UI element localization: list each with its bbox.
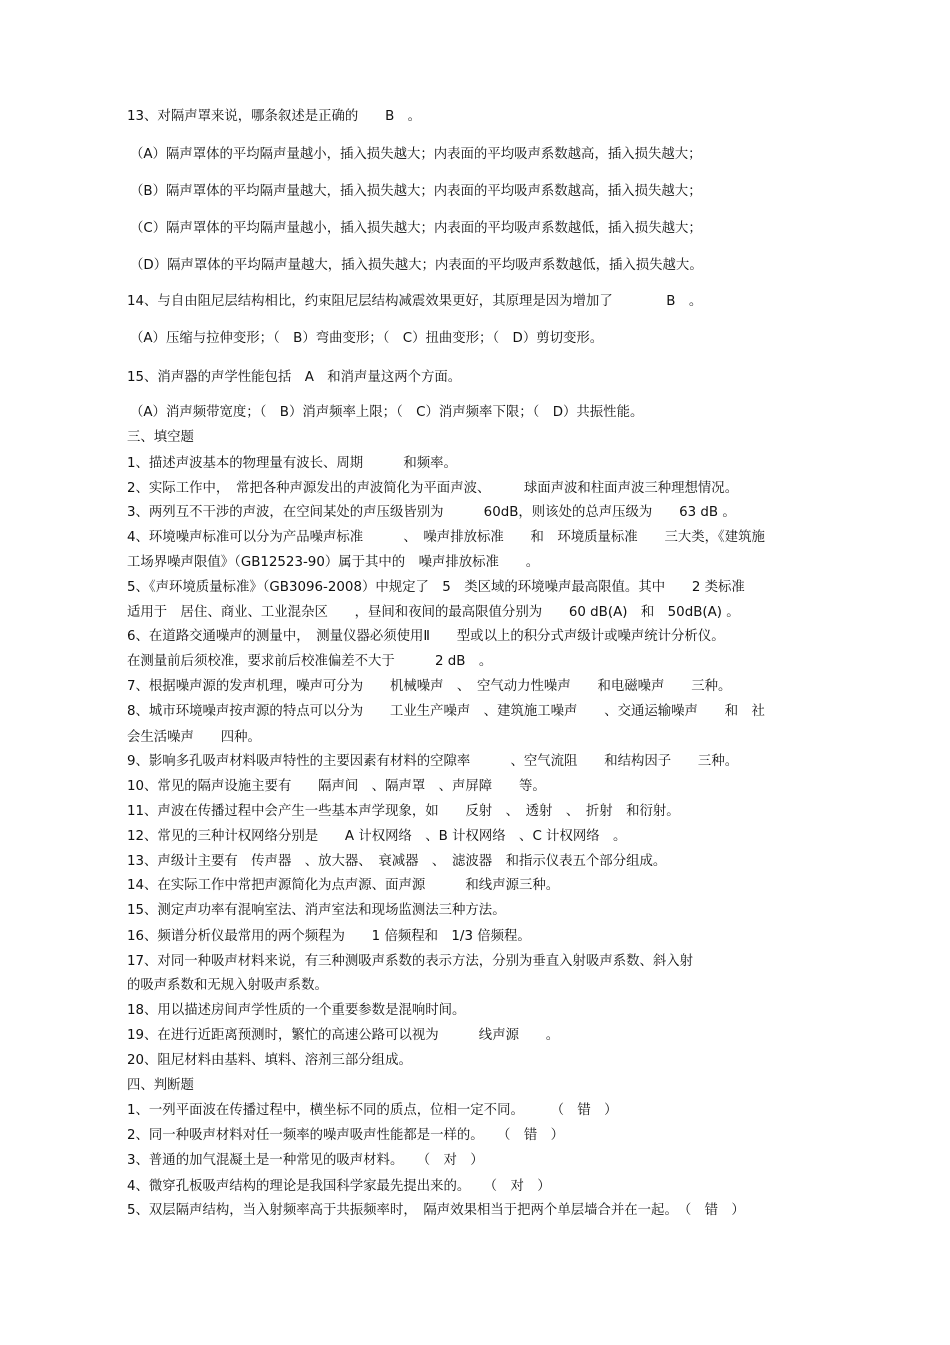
q13-option-d: （D）隔声罩体的平均隔声量越大，插入损失越大；内表面的平均吸声系数越低，插入损失越大。 (130, 258, 703, 273)
fill-13: 13、声级计主要有 传声器 、放大器、 衰减器 、 滤波器 和指示仪表五个部分组成。 (127, 854, 667, 869)
fill-2: 2、实际工作中， 常把各种声源发出的声波简化为平面声波、 球面声波和柱面声波三种理想情况。 (127, 481, 739, 496)
q13-option-c: （C）隔声罩体的平均隔声量越小，插入损失越大；内表面的平均吸声系数越低，插入损失越大； (130, 221, 702, 236)
judge-2: 2、同一种吸声材料对任一频率的噪声吸声性能都是一样的。 （ 错 ） (127, 1128, 565, 1143)
q13-option-a: （A）隔声罩体的平均隔声量越小，插入损失越大；内表面的平均吸声系数越高，插入损失越大； (130, 147, 702, 162)
fill-12: 12、常见的三种计权网络分别是 A 计权网络 、B 计权网络 、C 计权网络 。 (127, 829, 627, 844)
fill-4: 4、环境噪声标准可以分为产品噪声标准 、 噪声排放标准 和 环境质量标准 三大类，《建筑施 (127, 530, 765, 545)
fill-16: 16、频谱分析仪最常用的两个频程为 1 倍频程和 1/3 倍频程。 (127, 929, 531, 944)
fill-4-cont: 工场界噪声限值》（GB12523-90）属于其中的 噪声排放标准 。 (127, 555, 540, 570)
judge-4: 4、微穿孔板吸声结构的理论是我国科学家最先提出来的。 （ 对 ） (127, 1179, 551, 1194)
judge-5: 5、双层隔声结构，当入射频率高于共振频率时， 隔声效果相当于把两个单层墙合并在一起。 （ 错 ） (127, 1203, 745, 1218)
fill-6-cont: 在测量前后须校准，要求前后校准偏差不大于 2 dB 。 (127, 654, 493, 669)
q15-question: 15、消声器的声学性能包括 A 和消声量这两个方面。 (127, 370, 462, 385)
fill-15: 15、测定声功率有混响室法、消声室法和现场监测法三种方法。 (127, 903, 506, 918)
q14-options: （A）压缩与拉伸变形；（ B）弯曲变形；（ C）扭曲变形；（ D）剪切变形。 (130, 331, 604, 346)
fill-1: 1、描述声波基本的物理量有波长、周期 和频率。 (127, 456, 457, 471)
section-judgement: 四、判断题 (127, 1078, 194, 1093)
judge-3: 3、普通的加气混凝土是一种常见的吸声材料。 （ 对 ） (127, 1153, 484, 1168)
fill-5-cont: 适用于 居住、商业、工业混杂区 ，昼间和夜间的最高限值分别为 60 dB(A) 和 50dB(A) 。 (127, 605, 740, 620)
fill-17-cont: 的吸声系数和无规入射吸声系数。 (127, 978, 328, 993)
fill-19: 19、在进行近距离预测时，繁忙的高速公路可以视为 线声源 。 (127, 1028, 560, 1043)
section-fill-in: 三、填空题 (127, 430, 194, 445)
fill-7: 7、根据噪声源的发声机理，噪声可分为 机械噪声 、 空气动力性噪声 和电磁噪声 三种。 (127, 679, 732, 694)
fill-8-cont: 会生活噪声 四种。 (127, 730, 261, 745)
fill-8: 8、城市环境噪声按声源的特点可以分为 工业生产噪声 、建筑施工噪声 、交通运输噪声 和 社 (127, 704, 765, 719)
fill-14: 14、在实际工作中常把声源简化为点声源、面声源 和线声源三种。 (127, 878, 560, 893)
q14-question: 14、与自由阻尼层结构相比，约束阻尼层结构减震效果更好，其原理是因为增加了 B 。 (127, 294, 703, 309)
fill-10: 10、常见的隔声设施主要有 隔声间 、隔声罩 、声屏障 等。 (127, 779, 546, 794)
fill-5: 5、《声环境质量标准》（GB3096-2008）中规定了 5 类区域的环境噪声最高限值。其中 2 类标准 (127, 580, 745, 595)
fill-3: 3、两列互不干涉的声波，在空间某处的声压级皆别为 60dB，则该处的总声压级为 63 dB 。 (127, 505, 736, 520)
q13-option-b: （B）隔声罩体的平均隔声量越大，插入损失越大；内表面的平均吸声系数越高，插入损失越大； (130, 184, 702, 199)
judge-1: 1、一列平面波在传播过程中，横坐标不同的质点，位相一定不同。 （ 错 ） (127, 1103, 618, 1118)
fill-17: 17、对同一种吸声材料来说，有三种测吸声系数的表示方法，分别为垂直入射吸声系数、斜入射 (127, 954, 747, 969)
fill-20: 20、阻尼材料由基料、填料、溶剂三部分组成。 (127, 1053, 412, 1068)
fill-18: 18、用以描述房间声学性质的一个重要参数是混响时间。 (127, 1003, 466, 1018)
fill-11: 11、声波在传播过程中会产生一些基本声学现象，如 反射 、 透射 、 折射 和衍射。 (127, 804, 680, 819)
q13-question: 13、对隔声罩来说，哪条叙述是正确的 B 。 (127, 109, 422, 124)
fill-6: 6、在道路交通噪声的测量中， 测量仪器必须使用Ⅱ 型或以上的积分式声级计或噪声统计分析仪。 (127, 629, 725, 644)
q15-options: （A）消声频带宽度；（ B）消声频率上限；（ C）消声频率下限；（ D）共振性能。 (130, 405, 644, 420)
fill-9: 9、影响多孔吸声材料吸声特性的主要因素有材料的空隙率 、空气流阻 和结构因子 三种。 (127, 754, 739, 769)
